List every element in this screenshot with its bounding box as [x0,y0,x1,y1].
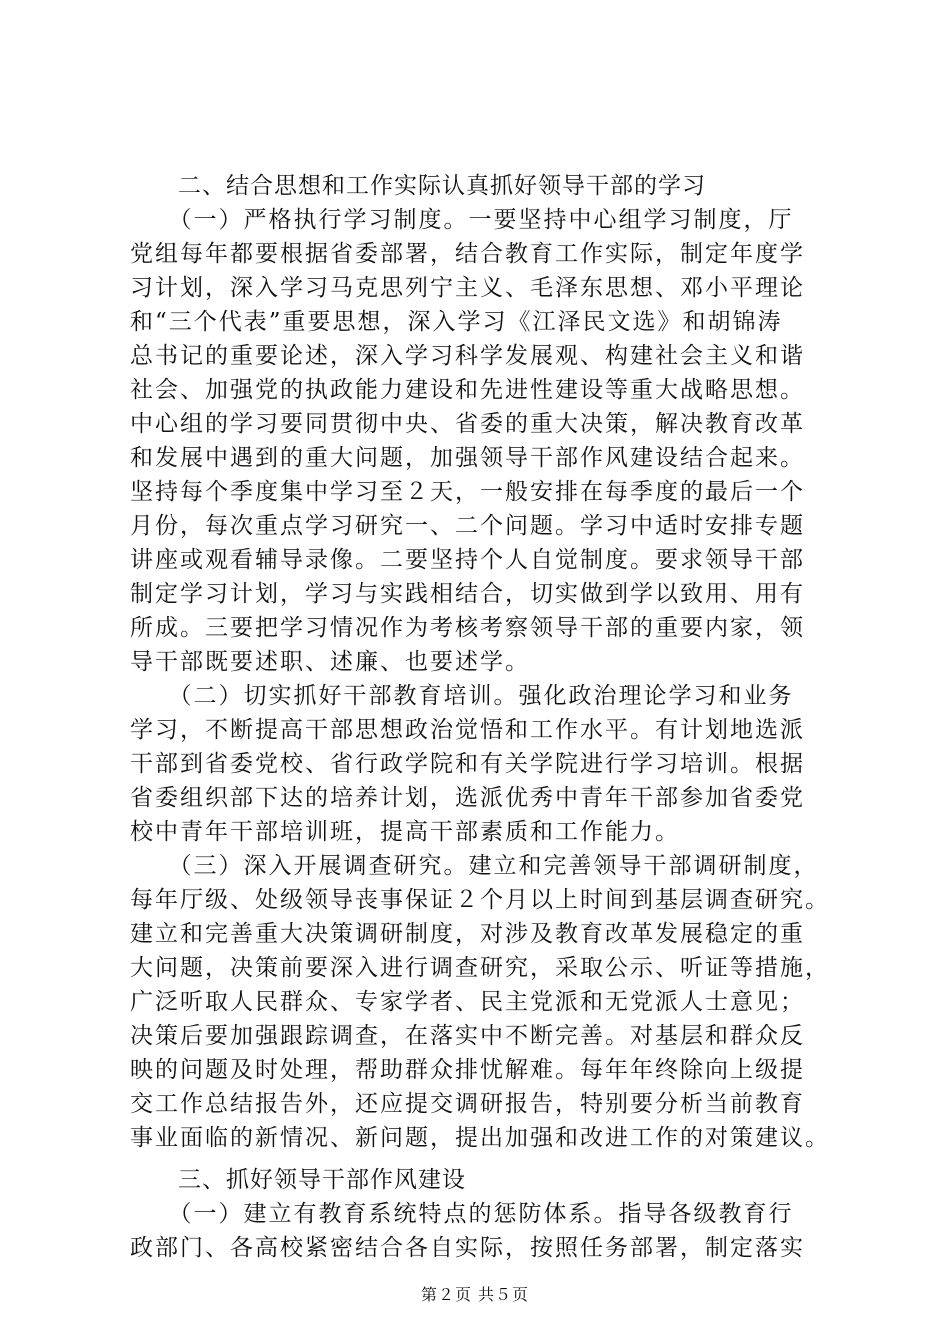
paragraph-line: 习计划，深入学习马克思列宁主义、毛泽东思想、邓小平理论 [130,275,805,301]
paragraph-line: 每年厅级、处级领导丧事保证２个月以上时间到基层调查研究。 [130,887,830,913]
paragraph-line: 坚持每个季度集中学习至２天，一般安排在每季度的最后一个 [130,479,805,505]
paragraph-line: 学习，不断提高干部思想政治觉悟和工作水平。有计划地选派 [130,717,805,743]
paragraph-line: （一）建立有教育系统特点的惩防体系。指导各级教育行 [130,1201,794,1227]
page-number-footer: 第２页 共５页 [420,1285,530,1304]
paragraph-line: 制定学习计划，学习与实践相结合，切实做到学以致用、用有 [130,581,805,607]
paragraph-line: 讲座或观看辅导录像。二要坚持个人自觉制度。要求领导干部 [130,547,805,573]
paragraph-line: （二）切实抓好干部教育培训。强化政治理论学习和业务 [130,683,794,709]
paragraph-line: 总书记的重要论述，深入学习科学发展观、构建社会主义和谐 [130,343,805,369]
section-heading: 三、抓好领导干部作风建设 [130,1167,466,1193]
paragraph-line: 和发展中遇到的重大问题，加强领导干部作风建设结合起来。 [130,445,805,471]
paragraph-line: 校中青年干部培训班，提高干部素质和工作能力。 [130,819,680,845]
section-heading: 二、结合思想和工作实际认真抓好领导干部的学习 [130,173,706,199]
paragraph-line: 月份，每次重点学习研究一、二个问题。学习中适时安排专题 [130,513,805,539]
paragraph-line: 所成。三要把学习情况作为考核考察领导干部的重要内家，领 [130,615,805,641]
paragraph-line: （一）严格执行学习制度。一要坚持中心组学习制度，厅 [130,207,794,233]
paragraph-line: 中心组的学习要同贯彻中央、省委的重大决策，解决教育改革 [130,411,805,437]
paragraph-line: 映的问题及时处理，帮助群众排忧解难。每年年终除向上级提 [130,1057,805,1083]
paragraph-line: 党组每年都要根据省委部署，结合教育工作实际，制定年度学 [130,241,805,267]
paragraph-line: 和“三个代表”重要思想，深入学习《江泽民文选》和胡锦涛 [130,309,783,335]
paragraph-line: 交工作总结报告外，还应提交调研报告，特别要分析当前教育 [130,1091,805,1117]
paragraph-line: 省委组织部下达的培养计划，选派优秀中青年干部参加省委党 [130,785,805,811]
paragraph-line: 干部到省委党校、省行政学院和有关学院进行学习培训。根据 [130,751,805,777]
paragraph-line: （三）深入开展调查研究。建立和完善领导干部调研制度， [130,853,819,879]
paragraph-line: 建立和完善重大决策调研制度，对涉及教育改革发展稳定的重 [130,921,805,947]
paragraph-line: 广泛听取人民群众、专家学者、民主党派和无党派人士意见； [130,989,805,1015]
paragraph-line: 社会、加强党的执政能力建设和先进性建设等重大战略思想。 [130,377,805,403]
paragraph-line: 大问题，决策前要深入进行调查研究，采取公示、听证等措施， [130,955,830,981]
paragraph-line: 政部门、各高校紧密结合各自实际，按照任务部署，制定落实 [130,1235,805,1261]
paragraph-line: 决策后要加强跟踪调查，在落实中不断完善。对基层和群众反 [130,1023,805,1049]
paragraph-line: 事业面临的新情况、新问题，提出加强和改进工作的对策建议。 [130,1125,830,1151]
paragraph-line: 导干部既要述职、述廉、也要述学。 [130,649,530,675]
